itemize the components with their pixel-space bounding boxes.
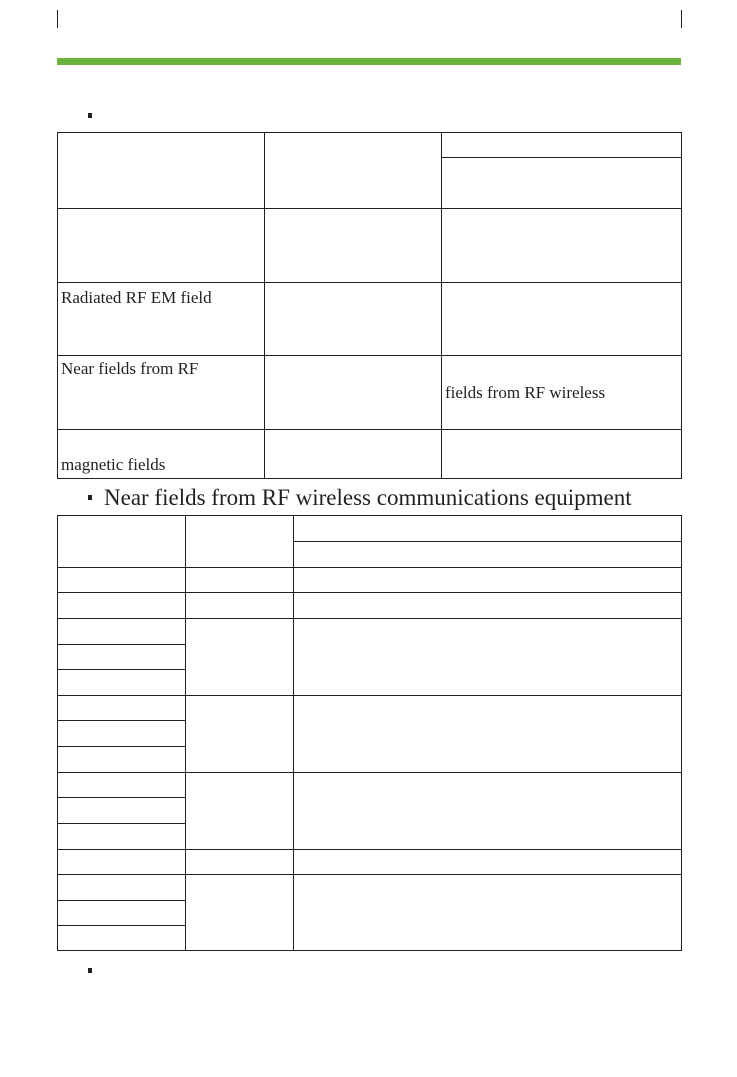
table-cell <box>58 824 186 850</box>
table-cell <box>294 773 682 850</box>
table-cell <box>58 773 186 798</box>
table-cell <box>294 619 682 696</box>
bullet-icon <box>88 113 92 118</box>
table-cell <box>186 773 294 850</box>
crop-mark-left <box>57 10 58 28</box>
table-cell <box>442 430 682 479</box>
table-cell <box>186 850 294 875</box>
table-cell <box>265 356 442 430</box>
table-row <box>58 568 682 593</box>
table-cell <box>58 747 186 773</box>
table-cell <box>294 542 682 568</box>
bullet-icon <box>88 495 92 500</box>
table-cell <box>442 209 682 283</box>
table-cell <box>294 850 682 875</box>
table-cell <box>265 209 442 283</box>
table-row <box>58 283 682 356</box>
bullet-icon <box>88 968 92 973</box>
table-cell <box>186 593 294 619</box>
immunity-test-table <box>57 132 682 479</box>
table-cell <box>186 516 294 568</box>
table-row <box>58 696 682 721</box>
table-cell <box>186 696 294 773</box>
table-cell <box>294 593 682 619</box>
table-row <box>58 875 682 901</box>
section-heading: Near fields from RF wireless communications equipment <box>104 485 632 510</box>
table-row <box>58 516 682 542</box>
table-row <box>58 593 682 619</box>
table-cell <box>58 516 186 568</box>
table-cell <box>294 516 682 542</box>
table-cell <box>58 593 186 619</box>
table-cell: fields from RF wireless <box>442 356 682 430</box>
table-cell: Radiated RF EM field <box>58 283 265 356</box>
table-cell <box>58 209 265 283</box>
table-cell <box>265 283 442 356</box>
table-row <box>58 850 682 875</box>
table-cell: Near fields from RF <box>58 356 265 430</box>
table-row <box>58 133 682 209</box>
table-cell <box>58 850 186 875</box>
table-cell <box>58 568 186 593</box>
table-row <box>58 356 682 430</box>
table-cell <box>58 645 186 670</box>
table-row <box>58 209 682 283</box>
table-row <box>58 619 682 645</box>
table-cell: magnetic fields <box>58 430 265 479</box>
table-cell <box>294 875 682 951</box>
table-cell <box>265 133 442 209</box>
table-cell <box>58 721 186 747</box>
table-cell <box>58 696 186 721</box>
table-cell <box>186 568 294 593</box>
table-cell <box>58 926 186 951</box>
table-cell <box>442 283 682 356</box>
table-cell <box>265 430 442 479</box>
crop-mark-right <box>681 10 682 28</box>
table-cell <box>58 798 186 824</box>
table-row <box>58 430 682 479</box>
table-cell <box>58 670 186 696</box>
table-cell <box>58 133 265 209</box>
table-cell <box>58 901 186 926</box>
table-cell <box>58 875 186 901</box>
table-cell <box>294 568 682 593</box>
table-cell <box>186 619 294 696</box>
table-row <box>58 773 682 798</box>
near-field-test-table <box>57 515 682 951</box>
table-cell <box>442 133 682 209</box>
table-cell <box>294 696 682 773</box>
header-accent-bar <box>57 58 681 65</box>
cell-divider <box>442 133 681 158</box>
table-cell <box>186 875 294 951</box>
table-cell <box>58 619 186 645</box>
